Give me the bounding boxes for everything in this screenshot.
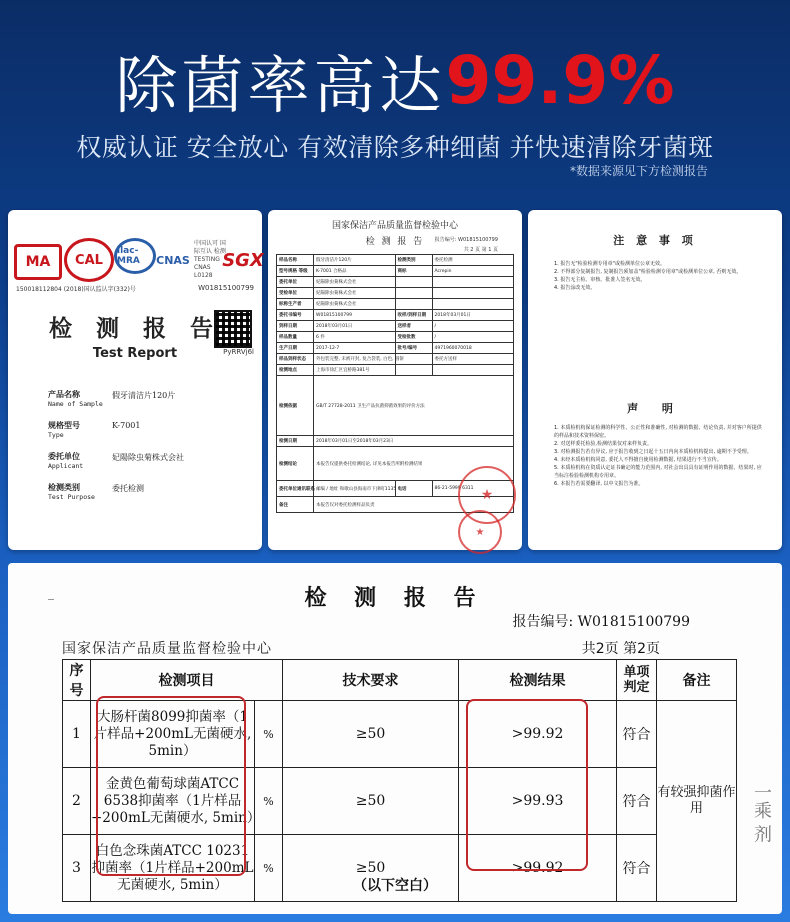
doc2-row <box>277 288 514 299</box>
doc2-row <box>277 266 514 277</box>
row-result: >99.92 <box>459 701 617 768</box>
cma-logo: MA <box>14 244 62 280</box>
field-label-en: Test Purpose <box>48 493 95 501</box>
statement-item: 4. 未经本质检机构同意, 委托人不得擅自使用检测数据, 结果进行不当宣传。 <box>554 457 722 463</box>
header-item: 检测项目 <box>91 660 283 701</box>
row-result: >99.93 <box>459 768 617 835</box>
doc2-row-label2: 批号/编号 <box>395 343 432 354</box>
doc2-row-value: 本报告仅提供委托检测结论, 详见本报告所附检测结果 <box>314 447 514 481</box>
cover-field <box>48 452 256 483</box>
statement-title: 声 明 <box>627 402 683 415</box>
doc2-row-value2 <box>432 299 514 310</box>
field-label: 委托单位 <box>48 452 80 461</box>
cover-fields <box>48 390 256 514</box>
doc2-row-label: 型号规格 等级 <box>277 266 314 277</box>
table-row <box>63 768 737 835</box>
doc2-row-label2: 受检批数 <box>395 332 432 343</box>
field-label-en: Applicant <box>48 462 84 470</box>
doc2-row-value: 邮编 / 地址 和歌山县海南市下津町1135 <box>314 481 396 497</box>
doc2-row-value2: 委托检测 <box>432 255 514 266</box>
statement-item: 2. 对送样委托检验,检测结果仅对来样负责。 <box>554 441 652 447</box>
field-label: 产品名称 <box>48 390 80 399</box>
doc2-title: 国家保洁产品质量监督检验中心 <box>331 221 458 231</box>
doc2-row-label: 委托单位通讯联系 <box>277 481 314 497</box>
field-value: 假牙清洁片120片 <box>112 391 176 400</box>
doc2-row-label2 <box>395 299 432 310</box>
result-page: 共2页 第2页 <box>581 641 660 657</box>
headline-text: 除菌率高达 <box>115 49 446 122</box>
doc2-row-value2: 4971960070018 <box>432 343 514 354</box>
doc2-row-value: 2017-12-7 <box>314 343 396 354</box>
report-summary-card <box>268 210 522 550</box>
row-unit: % <box>255 835 283 902</box>
notes-list <box>554 260 762 292</box>
doc2-row-label2 <box>395 277 432 288</box>
doc2-row-value2 <box>432 365 514 376</box>
note-item: 1. 报告无"检验检测专用章"或检测单位公章无效。 <box>554 261 665 267</box>
header-requirement: 技术要求 <box>283 660 459 701</box>
doc2-row-label: 样品数量 <box>277 332 314 343</box>
field-label-en: Type <box>48 431 64 439</box>
note-item: 3. 报告无主检、审核、批准人签名无效。 <box>554 277 646 283</box>
field-label: 检测类别 <box>48 483 80 492</box>
header-remark: 备注 <box>657 660 737 701</box>
field-label: 规格型号 <box>48 421 80 430</box>
cover-serial: W01815100799 <box>198 284 254 292</box>
header-no: 序号 <box>63 660 91 701</box>
row-remark: 有较强抑菌作用 <box>657 701 737 902</box>
doc2-row-value: 6 件 <box>314 332 396 343</box>
doc2-row-label: 受检单位 <box>277 288 314 299</box>
doc2-row <box>277 255 514 266</box>
doc2-row-value: 妃陽除虫菊株式会社 <box>314 288 396 299</box>
doc2-row-value: 上海市徐汇区宜桥路381号 <box>314 365 396 376</box>
report-notes-card <box>528 210 782 550</box>
doc2-row-label: 检测地点 <box>277 365 314 376</box>
row-no: 1 <box>63 701 91 768</box>
doc2-row-value: 妃陽除虫菊株式会社 <box>314 277 396 288</box>
doc2-report-no: 报告编号: W01815100799 <box>434 237 498 243</box>
row-requirement: ≥50 <box>283 768 459 835</box>
row-requirement: ≥50 <box>283 701 459 768</box>
official-stamp-icon: ★ <box>458 510 502 554</box>
note-item: 2. 不得部分复制报告, 复制报告须加盖"检验检测专用章"或检测单位公章, 否则无效。 <box>554 269 742 275</box>
cover-field <box>48 421 256 452</box>
doc2-row <box>277 376 514 436</box>
doc2-row-value2: / <box>432 321 514 332</box>
doc2-row-value: 本报告仅对委托检测样品负责 <box>314 497 514 513</box>
doc2-row <box>277 310 514 321</box>
doc2-row-label: 生产日期 <box>277 343 314 354</box>
cnas-logo: CNAS <box>156 253 190 267</box>
result-footer: （以下空白） <box>353 878 437 894</box>
headline-number: 99.9% <box>445 42 675 119</box>
row-unit: % <box>255 768 283 835</box>
subheadline: 权威认证 安全放心 有效清除多种细菌 并快速清除牙菌斑 <box>76 133 714 162</box>
source-note: *数据来源见下方检测报告 <box>569 164 708 178</box>
doc2-row-label: 检测依据 <box>277 376 314 436</box>
doc2-row-label: 到样日期 <box>277 321 314 332</box>
field-value: 委托检测 <box>112 484 144 493</box>
statement-item: 5. 本质检机构在资质认定证书确定的能力范围内, 对社会出具具有证明作用的数据、结果时, 应当标注检验检测机构专用章。 <box>554 465 762 479</box>
doc2-row-value2: 委托方送样 <box>432 354 514 365</box>
note-item: 4. 报告涂改无效。 <box>554 285 596 291</box>
certification-logos <box>14 238 264 286</box>
doc2-row-value: 假牙清洁片120片 <box>314 255 396 266</box>
doc2-row-label2: 送样者 <box>395 321 432 332</box>
doc2-row-value: K-7001 合格品 <box>314 266 396 277</box>
row-unit: % <box>255 701 283 768</box>
result-center: 国家保洁产品质量监督检验中心 <box>62 641 272 657</box>
header-judgement: 单项 判定 <box>617 660 657 701</box>
logo-codes: 150018112804 (2018)国认监认字(332)号 <box>16 286 136 293</box>
doc2-page: 共 2 页 第 1 页 <box>463 247 498 253</box>
doc2-row-value2: 86-21-5999 6311 <box>432 481 514 497</box>
doc2-row-value: 2018年03月01日 <box>314 321 396 332</box>
doc2-row-label2: 商标 <box>395 266 432 277</box>
doc2-row <box>277 365 514 376</box>
doc2-row-label2: 电话 <box>395 481 432 497</box>
doc2-row-value: W01815100799 <box>314 310 396 321</box>
ilac-mra-logo: ilac-MRA <box>114 238 156 274</box>
cover-field <box>48 483 256 514</box>
statement-item: 1. 本质检机构保证检测的科学性、公正性和准确性, 对检测的数据、结论负责, 并对客户所提供的样品和技术资料保密。 <box>554 425 762 439</box>
row-item: 大肠杆菌8099抑菌率（1片样品+200mL无菌硬水, 5min） <box>91 701 255 768</box>
cover-subtitle: Test Report <box>92 346 178 361</box>
cover-title: 检 测 报 告 <box>48 316 222 342</box>
report-cover-card <box>8 210 262 550</box>
row-judgement: 符合 <box>617 835 657 902</box>
doc2-row-value2: Acrepin <box>432 266 514 277</box>
row-item: 金黄色葡萄球菌ATCC 6538抑菌率（1片样品+200mL无菌硬水, 5min） <box>91 768 255 835</box>
field-label-en: Name of Sample <box>48 400 103 408</box>
cnas-caption: 中国认可 国际互认 检测 TESTING CNAS L0128 <box>194 240 226 279</box>
row-judgement: 符合 <box>617 701 657 768</box>
doc2-row-label2: 收样/到样日期 <box>395 310 432 321</box>
field-value: K-7001 <box>112 421 141 430</box>
statement-item: 3. 对检测报告若有异议, 应于报告收到之日起十五日内向本质检机构提出, 逾期不予受理。 <box>554 449 752 455</box>
doc2-row-value: 外包装完整, 未被开封, 复合袋装, 白色, 圆饼 <box>314 354 396 365</box>
doc2-row-label: 样品到样状态 <box>277 354 314 365</box>
doc2-row-label: 委托单位 <box>277 277 314 288</box>
row-no: 2 <box>63 768 91 835</box>
doc2-row <box>277 343 514 354</box>
doc2-row-value2: 2018年03月01日 <box>432 310 514 321</box>
notes-title: 注 意 事 项 <box>613 234 697 247</box>
page-edge-mark: 一乘 剂 <box>751 783 772 843</box>
cal-logo: CAL <box>64 238 114 282</box>
statement-item: 6. 本报告若需要翻译, 以中文报告为准。 <box>554 481 644 487</box>
result-header-row <box>63 660 737 701</box>
doc2-row-label: 委托书编号 <box>277 310 314 321</box>
doc2-row-value: GB/T 27728-2011 卫生产品抗菌抑菌效果的评价方法 <box>314 376 514 436</box>
sgx-logo-icon: SGX <box>222 249 264 271</box>
table-row <box>63 701 737 768</box>
doc2-row-value: 2018年03月01日至2018年03月23日 <box>314 436 514 447</box>
doc2-subtitle: 检 测 报 告 <box>365 237 425 247</box>
headline <box>0 36 790 126</box>
header-result: 检测结果 <box>459 660 617 701</box>
doc2-row <box>277 299 514 310</box>
row-item: 白色念珠菌ATCC 10231抑菌率（1片样品+200mL无菌硬水, 5min） <box>91 835 255 902</box>
doc2-row-label2 <box>395 288 432 299</box>
result-report-no: 报告编号: W01815100799 <box>512 614 690 630</box>
statement-list <box>554 424 762 488</box>
doc2-row <box>277 332 514 343</box>
doc2-row <box>277 321 514 332</box>
result-title: 检 测 报 告 <box>304 586 486 611</box>
doc2-row-value2: / <box>432 332 514 343</box>
row-requirement: ≥50 <box>283 835 459 902</box>
doc2-row <box>277 354 514 365</box>
qr-caption: PyRRVj6l <box>223 348 254 356</box>
row-judgement: 符合 <box>617 768 657 835</box>
doc2-row-label: 检测结论 <box>277 447 314 481</box>
doc2-row-label: 备注 <box>277 497 314 513</box>
doc2-row-value2 <box>432 277 514 288</box>
doc2-row <box>277 277 514 288</box>
official-stamp-icon: ★ <box>458 466 516 524</box>
cover-field <box>48 390 256 421</box>
row-result: >99.92 <box>459 835 617 902</box>
doc2-row-label: 标称生产者 <box>277 299 314 310</box>
doc2-row-value2 <box>432 288 514 299</box>
report-result-page <box>8 563 782 914</box>
field-value: 妃陽除虫菊株式会社 <box>112 453 184 462</box>
doc2-row-label2 <box>395 365 432 376</box>
row-no: 3 <box>63 835 91 902</box>
doc2-row-label: 检测日期 <box>277 436 314 447</box>
doc2-row-label: 样品名称 <box>277 255 314 266</box>
doc2-row <box>277 436 514 447</box>
doc2-row-value: 妃陽除虫菊株式会社 <box>314 299 396 310</box>
result-table <box>62 659 737 902</box>
doc2-row-label2: 检测类别 <box>395 255 432 266</box>
